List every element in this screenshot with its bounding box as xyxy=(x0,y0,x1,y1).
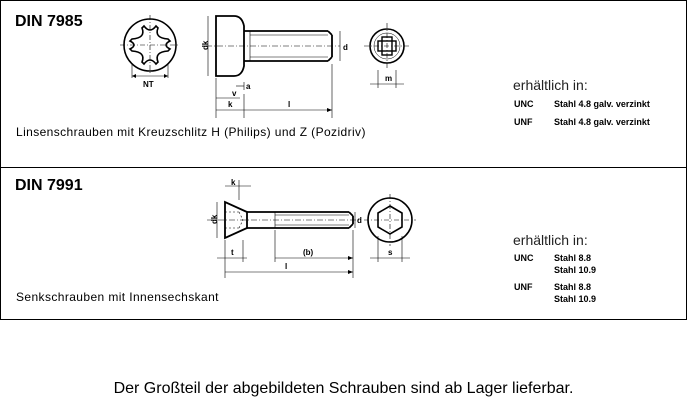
available-label-din7985: erhältlich in: xyxy=(513,77,588,93)
spec-material: Stahl 4.8 galv. verzinkt xyxy=(554,99,650,109)
din7985-top-view-drawing xyxy=(118,12,188,102)
section-title-din7985: DIN 7985 xyxy=(15,13,83,30)
caption-din7991: Senkschrauben mit Innensechskant xyxy=(16,290,219,304)
dim-label-dk: dk xyxy=(210,214,219,224)
dim-label-k: k xyxy=(228,100,233,109)
spec-thread: UNC xyxy=(514,99,534,109)
spec-grade: Stahl 10.9 xyxy=(554,265,597,275)
din7991-side-view-drawing xyxy=(203,178,363,278)
din7991-end-view-drawing xyxy=(360,190,430,280)
dim-label-nt: NT xyxy=(143,80,154,89)
caption-din7985: Linsenschrauben mit Kreuzschlitz H (Philips) und Z (Pozidriv) xyxy=(16,125,366,139)
dim-label-m: m xyxy=(385,74,393,83)
footer-note: Der Großteil der abgebildeten Schrauben sind ab Lager lieferbar. xyxy=(113,380,574,397)
spec-material: Stahl 4.8 galv. verzinkt xyxy=(554,117,650,127)
dim-label-d: d xyxy=(343,43,348,52)
spec-thread: UNF xyxy=(514,282,533,292)
dim-label-d: d xyxy=(357,216,362,225)
dim-label-s: s xyxy=(388,248,393,257)
dim-label-dk: dk xyxy=(201,40,210,50)
spec-grade: Stahl 8.8 xyxy=(554,282,592,292)
dim-label-v: v xyxy=(232,89,237,98)
dim-label-k: k xyxy=(231,178,236,187)
spec-grade: Stahl 8.8 xyxy=(554,253,592,263)
spec-thread: UNF xyxy=(514,117,533,127)
dim-label-l: l xyxy=(285,262,288,271)
spec-grade: Stahl 10.9 xyxy=(554,294,597,304)
section-title-din7991: DIN 7991 xyxy=(15,177,83,194)
din7985-side-view-drawing xyxy=(200,10,350,120)
available-label-din7991: erhältlich in: xyxy=(513,232,588,248)
spec-thread: UNC xyxy=(514,253,534,263)
dim-label-t: t xyxy=(231,248,234,257)
din7985-end-view-drawing xyxy=(360,12,420,92)
dim-label-a: a xyxy=(246,82,251,91)
dim-label-b: (b) xyxy=(303,248,314,257)
dim-label-l: l xyxy=(288,100,291,109)
